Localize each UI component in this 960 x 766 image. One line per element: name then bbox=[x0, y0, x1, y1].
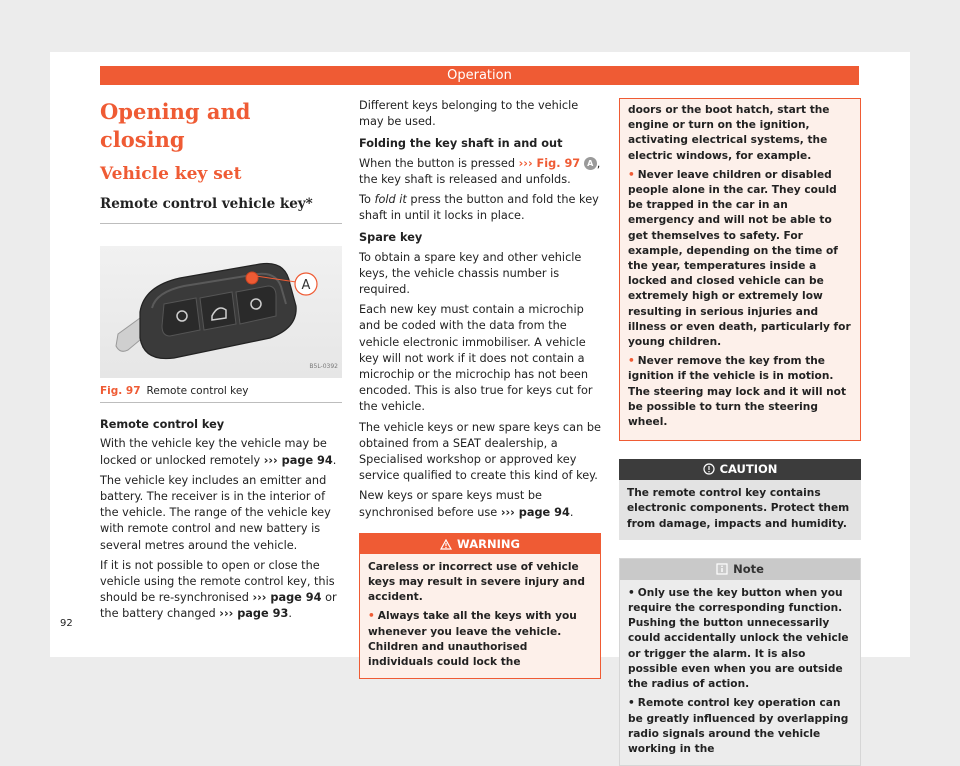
warning-text: Careless or incorrect use of vehicle keys may result in severe injury and accident. bbox=[368, 560, 585, 604]
note-header bbox=[620, 559, 860, 580]
paragraph: Different keys belonging to the vehicle may be used. bbox=[359, 99, 579, 129]
warning-header bbox=[360, 534, 600, 554]
bullet-dot: • bbox=[628, 586, 635, 599]
page-number: 92 bbox=[60, 618, 73, 629]
unlock-button bbox=[162, 298, 200, 336]
paragraph: When the button is pressed ››› Fig. 97 A , the key shaft is released and unfolds. bbox=[359, 156, 601, 186]
paragraph: With the vehicle key the vehicle may be locked or unlocked remotely ››› page 94. bbox=[100, 437, 337, 467]
page-link[interactable]: ››› page 94 bbox=[252, 591, 322, 605]
column-1 bbox=[100, 98, 342, 627]
page-link[interactable]: ››› page 93 bbox=[219, 607, 289, 621]
paragraph: New keys or spare keys must be synchronised before use ››› page 94. bbox=[359, 489, 574, 519]
note-body bbox=[620, 580, 860, 765]
note-box bbox=[619, 558, 861, 766]
subhead-folding: Folding the key shaft in and out bbox=[359, 137, 563, 151]
bullet-dot: • bbox=[628, 355, 635, 368]
section-title: Vehicle key set bbox=[100, 164, 242, 184]
caution-header bbox=[619, 459, 861, 480]
column-3 bbox=[619, 98, 861, 766]
figure-caption bbox=[100, 383, 342, 403]
callout-badge: A bbox=[584, 157, 597, 170]
caution-circle-icon bbox=[703, 463, 715, 475]
figure-code: B5L-0392 bbox=[309, 362, 338, 370]
warning-box bbox=[359, 533, 601, 679]
warning-box-continued bbox=[619, 98, 861, 441]
caution-box bbox=[619, 459, 861, 540]
fold-button-highlight bbox=[246, 272, 258, 284]
info-icon bbox=[716, 563, 728, 575]
column-2 bbox=[359, 98, 601, 679]
warning-body bbox=[360, 554, 600, 678]
note-title: Note bbox=[733, 561, 764, 576]
warning-triangle-icon bbox=[440, 539, 452, 550]
subsection-title: Remote control vehicle key* bbox=[100, 196, 313, 212]
warning-text: doors or the boot hatch, start the engine or turn on the ignition, activating electrical systems, the electric windows, for example. bbox=[628, 104, 830, 162]
note-bullet: • Only use the key button when you require the corresponding function. Pushing the button unnecessarily could accidentally unlock the vehicle or trigger the alarm. It is also possible even when you are outside the radius of action. bbox=[628, 586, 849, 691]
page-link[interactable]: ››› page 94 bbox=[263, 453, 333, 467]
caution-text: The remote control key contains electronic components. Protect them from damage, impacts and humidity. bbox=[627, 487, 850, 530]
boot-button bbox=[200, 292, 236, 330]
figure-caption-text: Remote control key bbox=[146, 385, 249, 397]
divider bbox=[100, 223, 342, 224]
figure-link[interactable]: ››› Fig. 97 bbox=[518, 156, 581, 170]
bullet-dot: • bbox=[628, 697, 635, 710]
subhead-spare-key: Spare key bbox=[359, 231, 423, 245]
paragraph: If it is not possible to open or close the vehicle using the remote control key, this should be re-synchronised ››› page 94 or the battery changed ››› page 93. bbox=[100, 558, 337, 621]
paragraph: To fold it press the button and fold the key shaft in until it locks in place. bbox=[359, 193, 599, 223]
page-link[interactable]: ››› page 94 bbox=[500, 505, 570, 519]
remote-key-illustration bbox=[100, 246, 342, 378]
warning-bullet: • Never remove the key from the ignition if the vehicle is in motion. The steering may lock and it will not be possible to turn the steering wheel. bbox=[628, 355, 847, 429]
figure-number: Fig. 97 bbox=[100, 385, 141, 397]
paragraph: Each new key must contain a microchip and be coded with the data from the vehicle electronic immobiliser. A vehicle key will not work if it does not contain a microchip or the microchip has not been encoded. This is also true for keys cut for the vehicle. bbox=[359, 303, 593, 414]
section-header: Operation bbox=[100, 66, 859, 85]
note-bullet: • Remote control key operation can be greatly influenced by overlapping radio signals around the vehicle working in the bbox=[628, 697, 849, 755]
paragraph: To obtain a spare key and other vehicle keys, the vehicle chassis number is required. bbox=[359, 250, 582, 297]
figure-remote-key bbox=[100, 246, 342, 378]
callout-label: A bbox=[301, 278, 311, 293]
subhead-remote-key: Remote control key bbox=[100, 418, 225, 432]
bullet-dot: • bbox=[368, 610, 375, 623]
paragraph: The vehicle keys or new spare keys can be obtained from a SEAT dealership, a Specialised workshop or approved key service qualified to create this kind of key. bbox=[359, 420, 601, 483]
caution-title: CAUTION bbox=[719, 462, 778, 477]
warning-bullet: • Always take all the keys with you whenever you leave the vehicle. Children and unauthorised individuals could lock the bbox=[368, 610, 577, 669]
warning-title: WARNING bbox=[457, 536, 520, 551]
page-title: Opening and closing bbox=[100, 99, 251, 152]
bullet-dot: • bbox=[628, 168, 635, 181]
paragraph: The vehicle key includes an emitter and battery. The receiver is in the interior of the vehicle. The range of the vehicle key with remote control and new battery is several metres around the vehicle. bbox=[100, 473, 331, 552]
warning-bullet: • Never leave children or disabled people alone in the car. They could be trapped in the car in an emergency and will not be able to get themselves to safety. For example, depending on the time of the year, temperatures inside a locked and closed vehicle can be extremely high or extremely low resulting in serious injuries and illness or even death, particularly for young children. bbox=[628, 168, 851, 349]
